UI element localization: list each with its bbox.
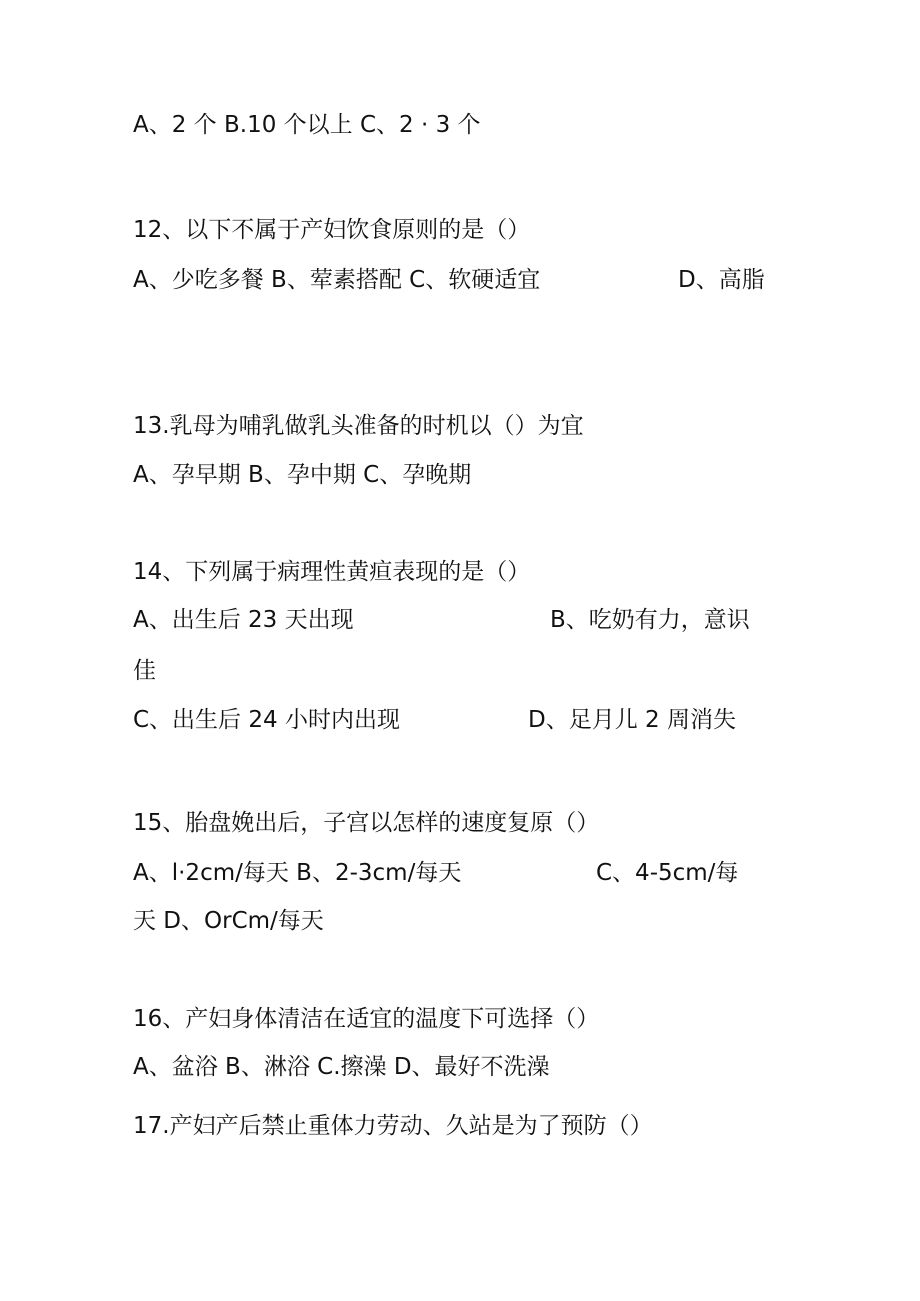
q12-options: A、少吃多餐 B、荤素搭配 C、软硬适宜 <box>133 267 541 293</box>
q16-stem: 16、产妇身体清洁在适宜的温度下可选择（） <box>133 1006 600 1032</box>
q14-option-a: A、出生后 23 天出现 <box>133 607 354 633</box>
q15-stem: 15、胎盘娩出后，子宫以怎样的速度复原（） <box>133 810 600 836</box>
q14-option-b-cont: 佳 <box>133 658 156 684</box>
q14-option-c: C、出生后 24 小时内出现 <box>133 707 400 733</box>
q15-option-c: C、4-5cm/每 <box>596 860 739 886</box>
q16-options: A、盆浴 B、淋浴 C.擦澡 D、最好不洗澡 <box>133 1054 550 1080</box>
q12-option-d: D、高脂 <box>678 267 765 293</box>
q14-option-d: D、足月儿 2 周消失 <box>528 707 736 733</box>
q14-stem: 14、下列属于病理性黄疸表现的是（） <box>133 559 531 585</box>
q13-stem: 13.乳母为哺乳做乳头准备的时机以（）为宜 <box>133 413 584 439</box>
q15-options-cont: 天 D、OrCm/每天 <box>133 908 324 934</box>
q11-options: A、2 个 B.10 个以上 C、2 · 3 个 <box>133 112 481 138</box>
q13-options: A、孕早期 B、孕中期 C、孕晚期 <box>133 462 472 488</box>
q12-stem: 12、以下不属于产妇饮食原则的是（） <box>133 217 531 243</box>
q14-option-b: B、吃奶有力，意识 <box>550 607 750 633</box>
q17-stem: 17.产妇产后禁止重体力劳动、久站是为了预防（） <box>133 1113 653 1139</box>
q15-options: A、l·2cm/每天 B、2-3cm/每天 <box>133 860 462 886</box>
